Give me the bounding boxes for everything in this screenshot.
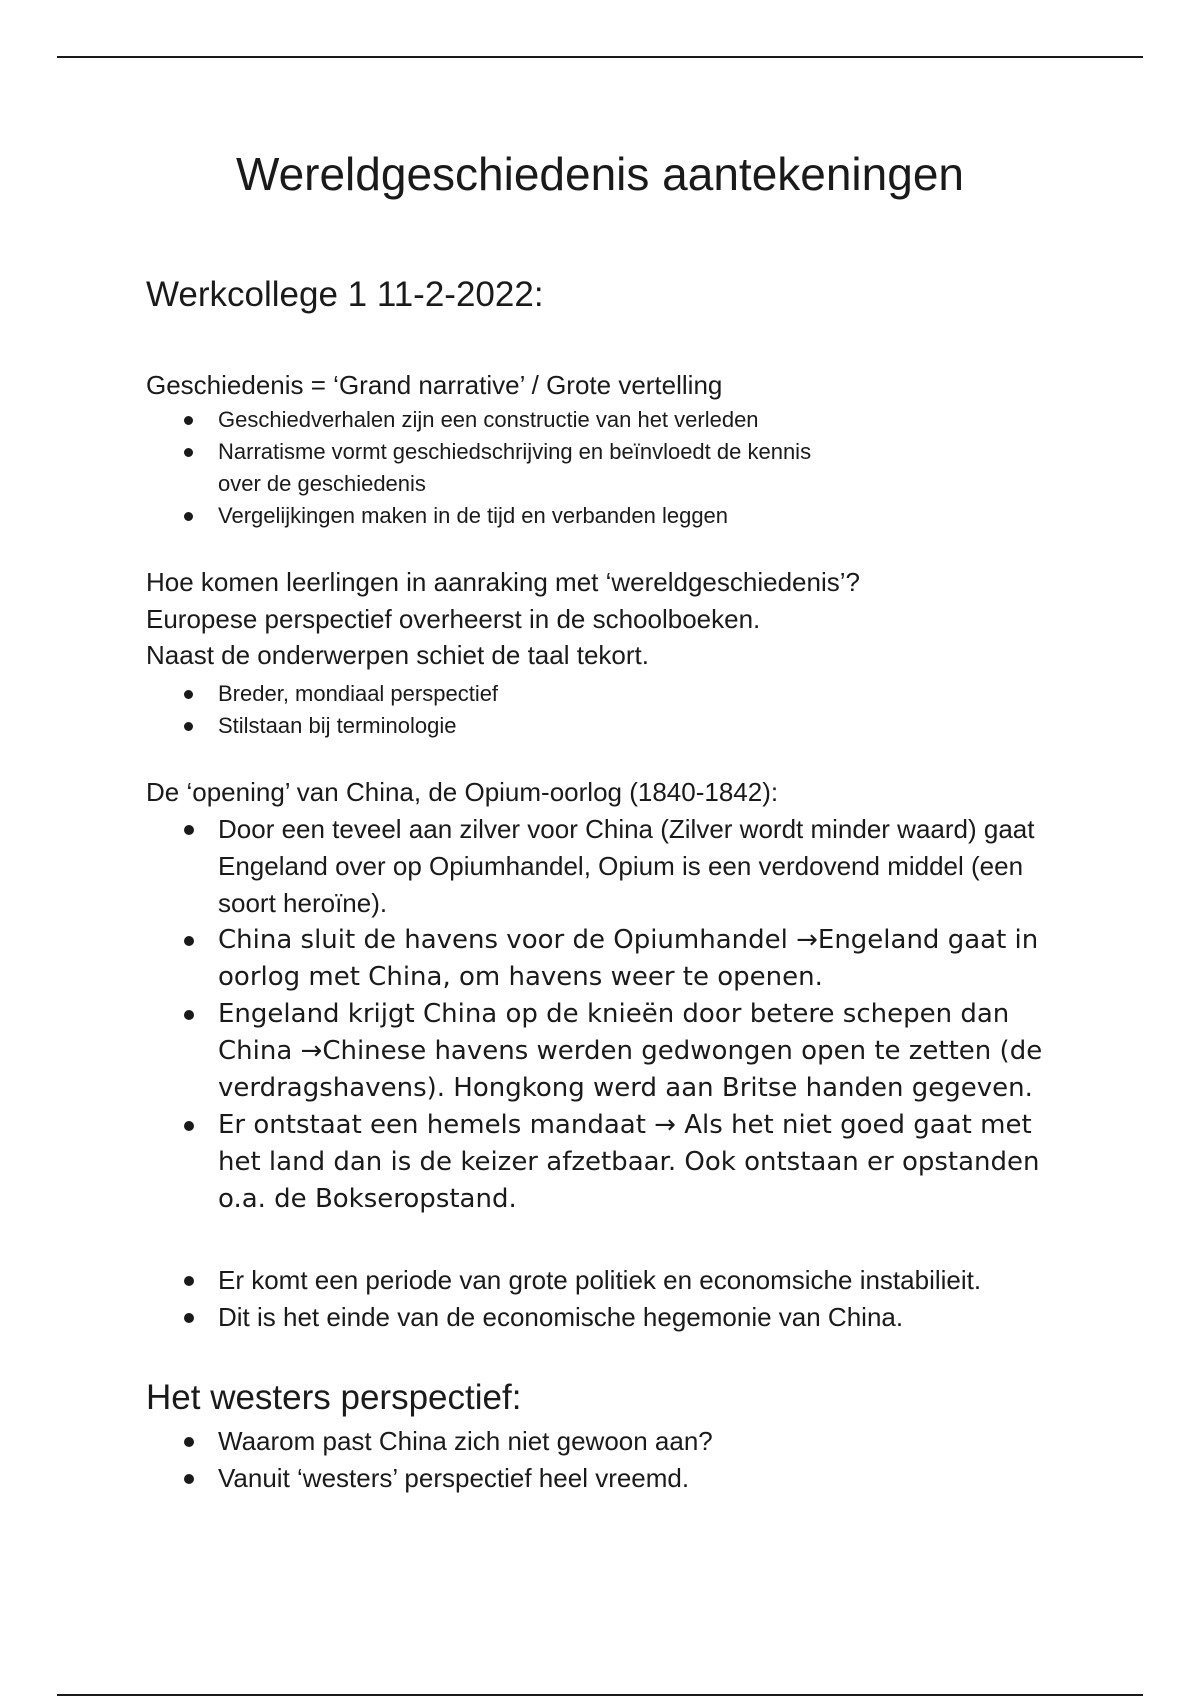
list-item: China sluit de havens voor de Opiumhandel →Engeland gaat in oorlog met China, om havens weer te openen. — [146, 922, 1076, 996]
top-rule — [57, 56, 1143, 58]
paragraph-line: Europese perspectief overheerst in de schoolboeken. — [146, 604, 761, 634]
list-item: Vergelijkingen maken in de tijd en verbanden leggen — [146, 500, 1076, 532]
bullet-list-china-b — [146, 922, 1076, 1218]
list-item: Dit is het einde van de economische hegemonie van China. — [146, 1299, 1076, 1336]
section-heading-werkcollege: Werkcollege 1 11-2-2022: — [146, 275, 544, 314]
document-title: Wereldgeschiedenis aantekeningen — [235, 148, 964, 200]
list-item: Engeland krijgt China op de knieën door betere schepen dan China →Chinese havens werden gedwongen open te zetten (de verdragshavens). Hongkong werd aan Britse handen gegeven. — [146, 996, 1076, 1107]
bullet-list-westers — [146, 1423, 1076, 1497]
list-item: Er komt een periode van grote politiek en economsiche instabilieit. — [146, 1262, 1076, 1299]
bullet-list-perspective — [146, 678, 1076, 742]
section-heading-westers: Het westers perspectief: — [146, 1378, 522, 1417]
bullet-list-china-c — [146, 1262, 1076, 1336]
list-item: Narratisme vormt geschiedschrijving en beïnvloedt de kennis over de geschiedenis — [146, 436, 858, 500]
list-item: Breder, mondiaal perspectief — [146, 678, 1076, 710]
list-item: Er ontstaat een hemels mandaat → Als het niet goed gaat met het land dan is de keizer afzetbaar. Ook ontstaan er opstanden o.a. de Bokseropstand. — [146, 1107, 1076, 1218]
bottom-rule — [57, 1694, 1143, 1696]
list-item: Vanuit ‘westers’ perspectief heel vreemd. — [146, 1460, 1076, 1497]
bullet-list-narrative — [146, 404, 1076, 532]
paragraph-line: Hoe komen leerlingen in aanraking met ‘wereldgeschiedenis’? — [146, 567, 860, 597]
list-item: Waarom past China zich niet gewoon aan? — [146, 1423, 1076, 1460]
bullet-list-china-a — [146, 811, 1076, 922]
intro-line: Geschiedenis = ‘Grand narrative’ / Grote vertelling — [146, 370, 723, 400]
list-item: Stilstaan bij terminologie — [146, 710, 1076, 742]
china-heading: De ‘opening’ van China, de Opium-oorlog (1840-1842): — [146, 777, 779, 807]
list-item: Door een teveel aan zilver voor China (Zilver wordt minder waard) gaat Engeland over op Opiumhandel, Opium is een verdovend middel (een soort heroïne). — [146, 811, 1076, 922]
list-item: Geschiedverhalen zijn een constructie van het verleden — [146, 404, 1076, 436]
paragraph-line: Naast de onderwerpen schiet de taal tekort. — [146, 640, 649, 670]
